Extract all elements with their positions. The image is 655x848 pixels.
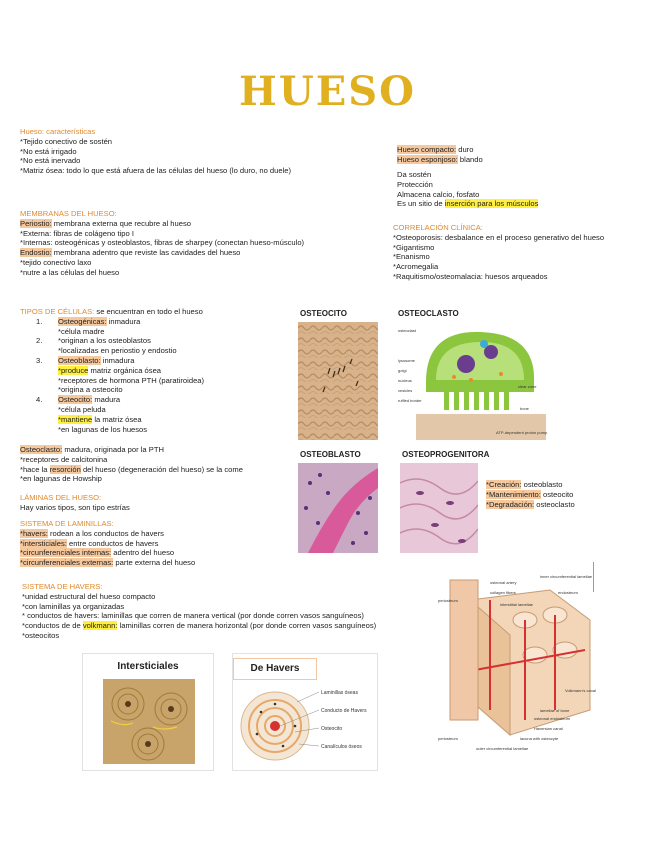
de-havers-card — [232, 653, 378, 771]
tipos-hueso — [397, 145, 483, 165]
membrana-line: *Externa: fibras de colágeno tipo I — [20, 228, 134, 238]
endostio-text: membrana adentro que reviste las cavidades del hueso — [53, 248, 241, 258]
bone-structure-diagram — [430, 560, 598, 770]
havers-system-diagram — [237, 682, 373, 764]
mantiene-highlight: *mantiene — [58, 414, 93, 424]
laminilla-highlight: *intersticiales: — [20, 538, 67, 548]
caracteristica-line: *No está irrigado — [20, 146, 77, 156]
osteoclasto-label: Osteoclasto: — [20, 445, 63, 454]
laminilla-highlight: *circunferenciales externas: — [20, 558, 114, 568]
intersticiales-micrograph — [103, 679, 195, 764]
endosteum-label: endosteum — [558, 590, 578, 595]
laminilla-text: adentro del hueso — [113, 548, 175, 558]
lacuna-osteocyte-label: lacuna with osteocyte — [520, 736, 559, 741]
havers-section — [22, 582, 376, 641]
bone-label: bone — [520, 406, 529, 411]
laminas-section — [20, 493, 130, 513]
conducto-havers-label: Conducto de Havers — [321, 708, 367, 714]
laminillas-oseas-label: Laminillas óseas — [321, 690, 358, 696]
osteoblasto-text: inmadura — [102, 355, 135, 365]
havers-line: * conductos de havers: laminillas que corren de manera vertical (por donde corren vasos sanguíneos) — [22, 611, 364, 621]
intersticiales-title: Intersticiales — [117, 661, 179, 672]
canaliculos-label: Canalículos óseos — [321, 744, 362, 750]
membranas-section — [20, 209, 304, 278]
celula-line: *en lagunas de los huesos — [58, 424, 148, 434]
osteocito-figure-label: OSTEOCITO — [300, 309, 347, 318]
havers-line: *con laminillas ya organizadas — [22, 601, 125, 611]
osteoclasto-text: madura, originada por la PTH — [64, 445, 164, 454]
celula-line: *localizadas en periostio y endostio — [58, 346, 177, 356]
mantiene-rest: la matriz ósea — [94, 414, 142, 424]
osteoclasto-line: *receptores de calcitonina — [20, 454, 108, 464]
periostio-label: Periostio: — [20, 218, 52, 228]
lysosome-label: lysosome — [398, 358, 415, 363]
compacto-value: duro — [458, 145, 474, 154]
osteoblasto-figure-label: OSTEOBLASTO — [300, 450, 361, 459]
laminilla-highlight: *circunferenciales internas: — [20, 548, 112, 558]
caracteristica-line: *Tejido conectivo de sostén — [20, 136, 113, 146]
correlacion-line: *Gigantismo — [393, 242, 435, 252]
laminilla-text: parte externa del hueso — [115, 558, 196, 568]
membranas-heading: MEMBRANAS DEL HUESO: — [20, 209, 117, 218]
havers-l4-pre: *conductos de de — [22, 621, 81, 631]
funcion-line: Almacena calcio, fosfato — [397, 189, 480, 199]
havers-line: *unidad estructural del hueso compacto — [22, 591, 156, 601]
produce-rest: matriz orgánica ósea — [90, 365, 162, 375]
volkmann-canal-label: Volkmann's canal — [565, 688, 597, 693]
osteoclasto-l3-pre: *hace la — [20, 464, 48, 474]
osteoclasto-l3-post: del hueso (degeneración del hueso) se la come — [82, 464, 243, 474]
osteocito-diagram-label: Osteocito — [321, 726, 343, 732]
havers-heading: SISTEMA DE HAVERS: — [22, 582, 103, 591]
osteogenicas-text: inmadura — [108, 316, 141, 326]
creacion-highlight: *Creación: — [486, 480, 522, 489]
osteocito-label: Osteocito: — [58, 395, 93, 405]
outer-lamellae-label: outer circumferential lamellae — [476, 746, 529, 751]
havers-line: *osteocitos — [22, 630, 60, 640]
caracteristicas-heading: Hueso: características — [20, 127, 96, 136]
ruffled-border-label: ruffled border — [398, 398, 422, 403]
correlacion-line: *Raquitismo/osteomalacia: huesos arqueados — [393, 271, 548, 281]
correlacion-line: *Osteoporosis: desbalance en el proceso generativo del hueso — [393, 232, 605, 242]
vesicles-label: vesicles — [398, 388, 413, 393]
celula-line: *receptores de hormona PTH (paratiroidea) — [58, 375, 205, 385]
degradacion-text: osteoclasto — [536, 499, 575, 509]
laminas-heading: LÁMINAS DEL HUESO: — [20, 493, 102, 502]
osteoclasto-diagram — [396, 322, 548, 440]
mantenimiento-text: osteocito — [543, 489, 574, 499]
osteoclasto-line: *en lagunas de Howship — [20, 474, 102, 484]
osteoprogenitora-figure-label: OSTEOPROGENITORA — [402, 450, 490, 459]
laminillas-heading: SISTEMA DE LAMINILLAS: — [20, 519, 114, 528]
osteoblasto-label: Osteoblasto: — [58, 355, 101, 365]
golgi-label: golgi — [398, 368, 407, 373]
periostio-text: membrana externa que recubre al hueso — [53, 218, 191, 228]
caracteristica-line: *Matriz ósea: todo lo que está afuera de las células del hueso (lo duro, no duele) — [20, 166, 292, 176]
funcion-prefix: Es un sitio de — [397, 199, 443, 209]
osteocito-micrograph — [298, 322, 378, 440]
correlacion-line: *Acromegalia — [393, 262, 439, 272]
compacto-label: Hueso compacto: — [397, 145, 457, 154]
mantenimiento-highlight: *Mantenimiento: — [486, 489, 541, 499]
endostio-label: Endostio: — [20, 248, 52, 258]
osteonal-endosteum-label: osteonal endosteum — [534, 716, 571, 721]
correlacion-line: *Enanismo — [393, 252, 430, 262]
celula-line: *origina a osteocito — [58, 385, 123, 395]
esponjoso-value: blando — [459, 154, 483, 164]
correlacion-heading: CORRELACIÓN CLÍNICA: — [393, 223, 483, 232]
celulas-section — [20, 307, 204, 434]
de-havers-title: De Havers — [250, 663, 300, 674]
creacion-text: osteoblasto — [523, 480, 563, 489]
laminillas-section — [20, 519, 195, 568]
laminilla-text: entre conductos de havers — [68, 538, 159, 548]
osteonal-artery-label: osteonal artery — [490, 580, 517, 585]
haversian-canal-label: Haversian canal — [534, 726, 563, 731]
resorcion-highlight: resorción — [49, 464, 81, 474]
funcion-line: Da sostén — [397, 170, 432, 179]
list-number: 3. — [36, 355, 43, 365]
funciones-hueso — [397, 170, 538, 209]
celula-line: *célula peluda — [58, 404, 106, 414]
osteoclasto-section — [20, 445, 243, 484]
funcion-highlight: inserción para los músculos — [444, 199, 539, 209]
caracteristica-line: *No está inervado — [20, 156, 81, 166]
produce-highlight: *produce — [58, 365, 89, 375]
esponjoso-label: Hueso esponjoso: — [397, 154, 458, 164]
membrana-line: *tejido conectivo laxo — [20, 257, 92, 267]
funciones-celulas — [486, 480, 575, 509]
nucleus-label: nucleus — [398, 378, 412, 383]
osteoprogenitora-micrograph — [400, 463, 478, 553]
list-number: 1. — [36, 316, 43, 326]
volkmann-highlight: volkmann: — [82, 621, 118, 631]
laminilla-highlight: *havers: — [20, 528, 48, 538]
havers-l4-post: laminillas corren de manera horizontal (por donde corren vasos sanguíneos) — [119, 621, 377, 631]
list-number: 4. — [36, 395, 43, 405]
periosteum-top-label: periosteum — [438, 598, 458, 603]
celula-line: *célula madre — [58, 326, 105, 336]
degradacion-highlight: *Degradación: — [486, 499, 535, 509]
osteocito-text: madura — [94, 395, 121, 405]
laminilla-text: rodean a los conductos de havers — [49, 528, 164, 538]
interstitial-lamellae-label: interstitial lamellae — [500, 602, 533, 607]
osteoclasto-figure-label: OSTEOCLASTO — [398, 309, 459, 318]
page-title: HUESO — [239, 68, 416, 115]
clear-zone-label: clear zone — [518, 384, 537, 389]
osteoblasto-micrograph — [298, 463, 378, 553]
funcion-line: Protección — [397, 179, 433, 189]
de-havers-title-box — [233, 658, 317, 680]
intersticiales-card — [82, 653, 214, 771]
osteogenicas-label: Osteogénicas: — [58, 316, 107, 326]
proton-pump-label: ATP-dependent proton pump — [496, 430, 548, 435]
celulas-heading: TIPOS DE CÉLULAS: — [20, 307, 95, 316]
caracteristicas-section — [20, 127, 291, 176]
correlacion-section — [393, 223, 604, 282]
celulas-heading-rest: se encuentran en todo el hueso — [96, 307, 203, 316]
osteoclast-label: osteoclast — [398, 328, 417, 333]
list-number: 2. — [36, 336, 43, 346]
laminas-text: Hay varios tipos, son tipo estrías — [20, 502, 130, 512]
periosteum-bottom-label: periosteum — [438, 736, 458, 741]
celula-line: *originan a los osteoblastos — [58, 336, 151, 346]
inner-lamellae-label: inner circumferential lamellae — [540, 574, 593, 579]
membrana-line: *Internas: osteogénicas y osteoblastos, fibras de sharpey (conectan hueso-músculo) — [20, 238, 305, 248]
lamellae-of-bone-label: lamellae of bone — [540, 708, 570, 713]
membrana-line: *nutre a las células del hueso — [20, 267, 120, 277]
collagen-fibers-label: collagen fibers — [490, 590, 516, 595]
